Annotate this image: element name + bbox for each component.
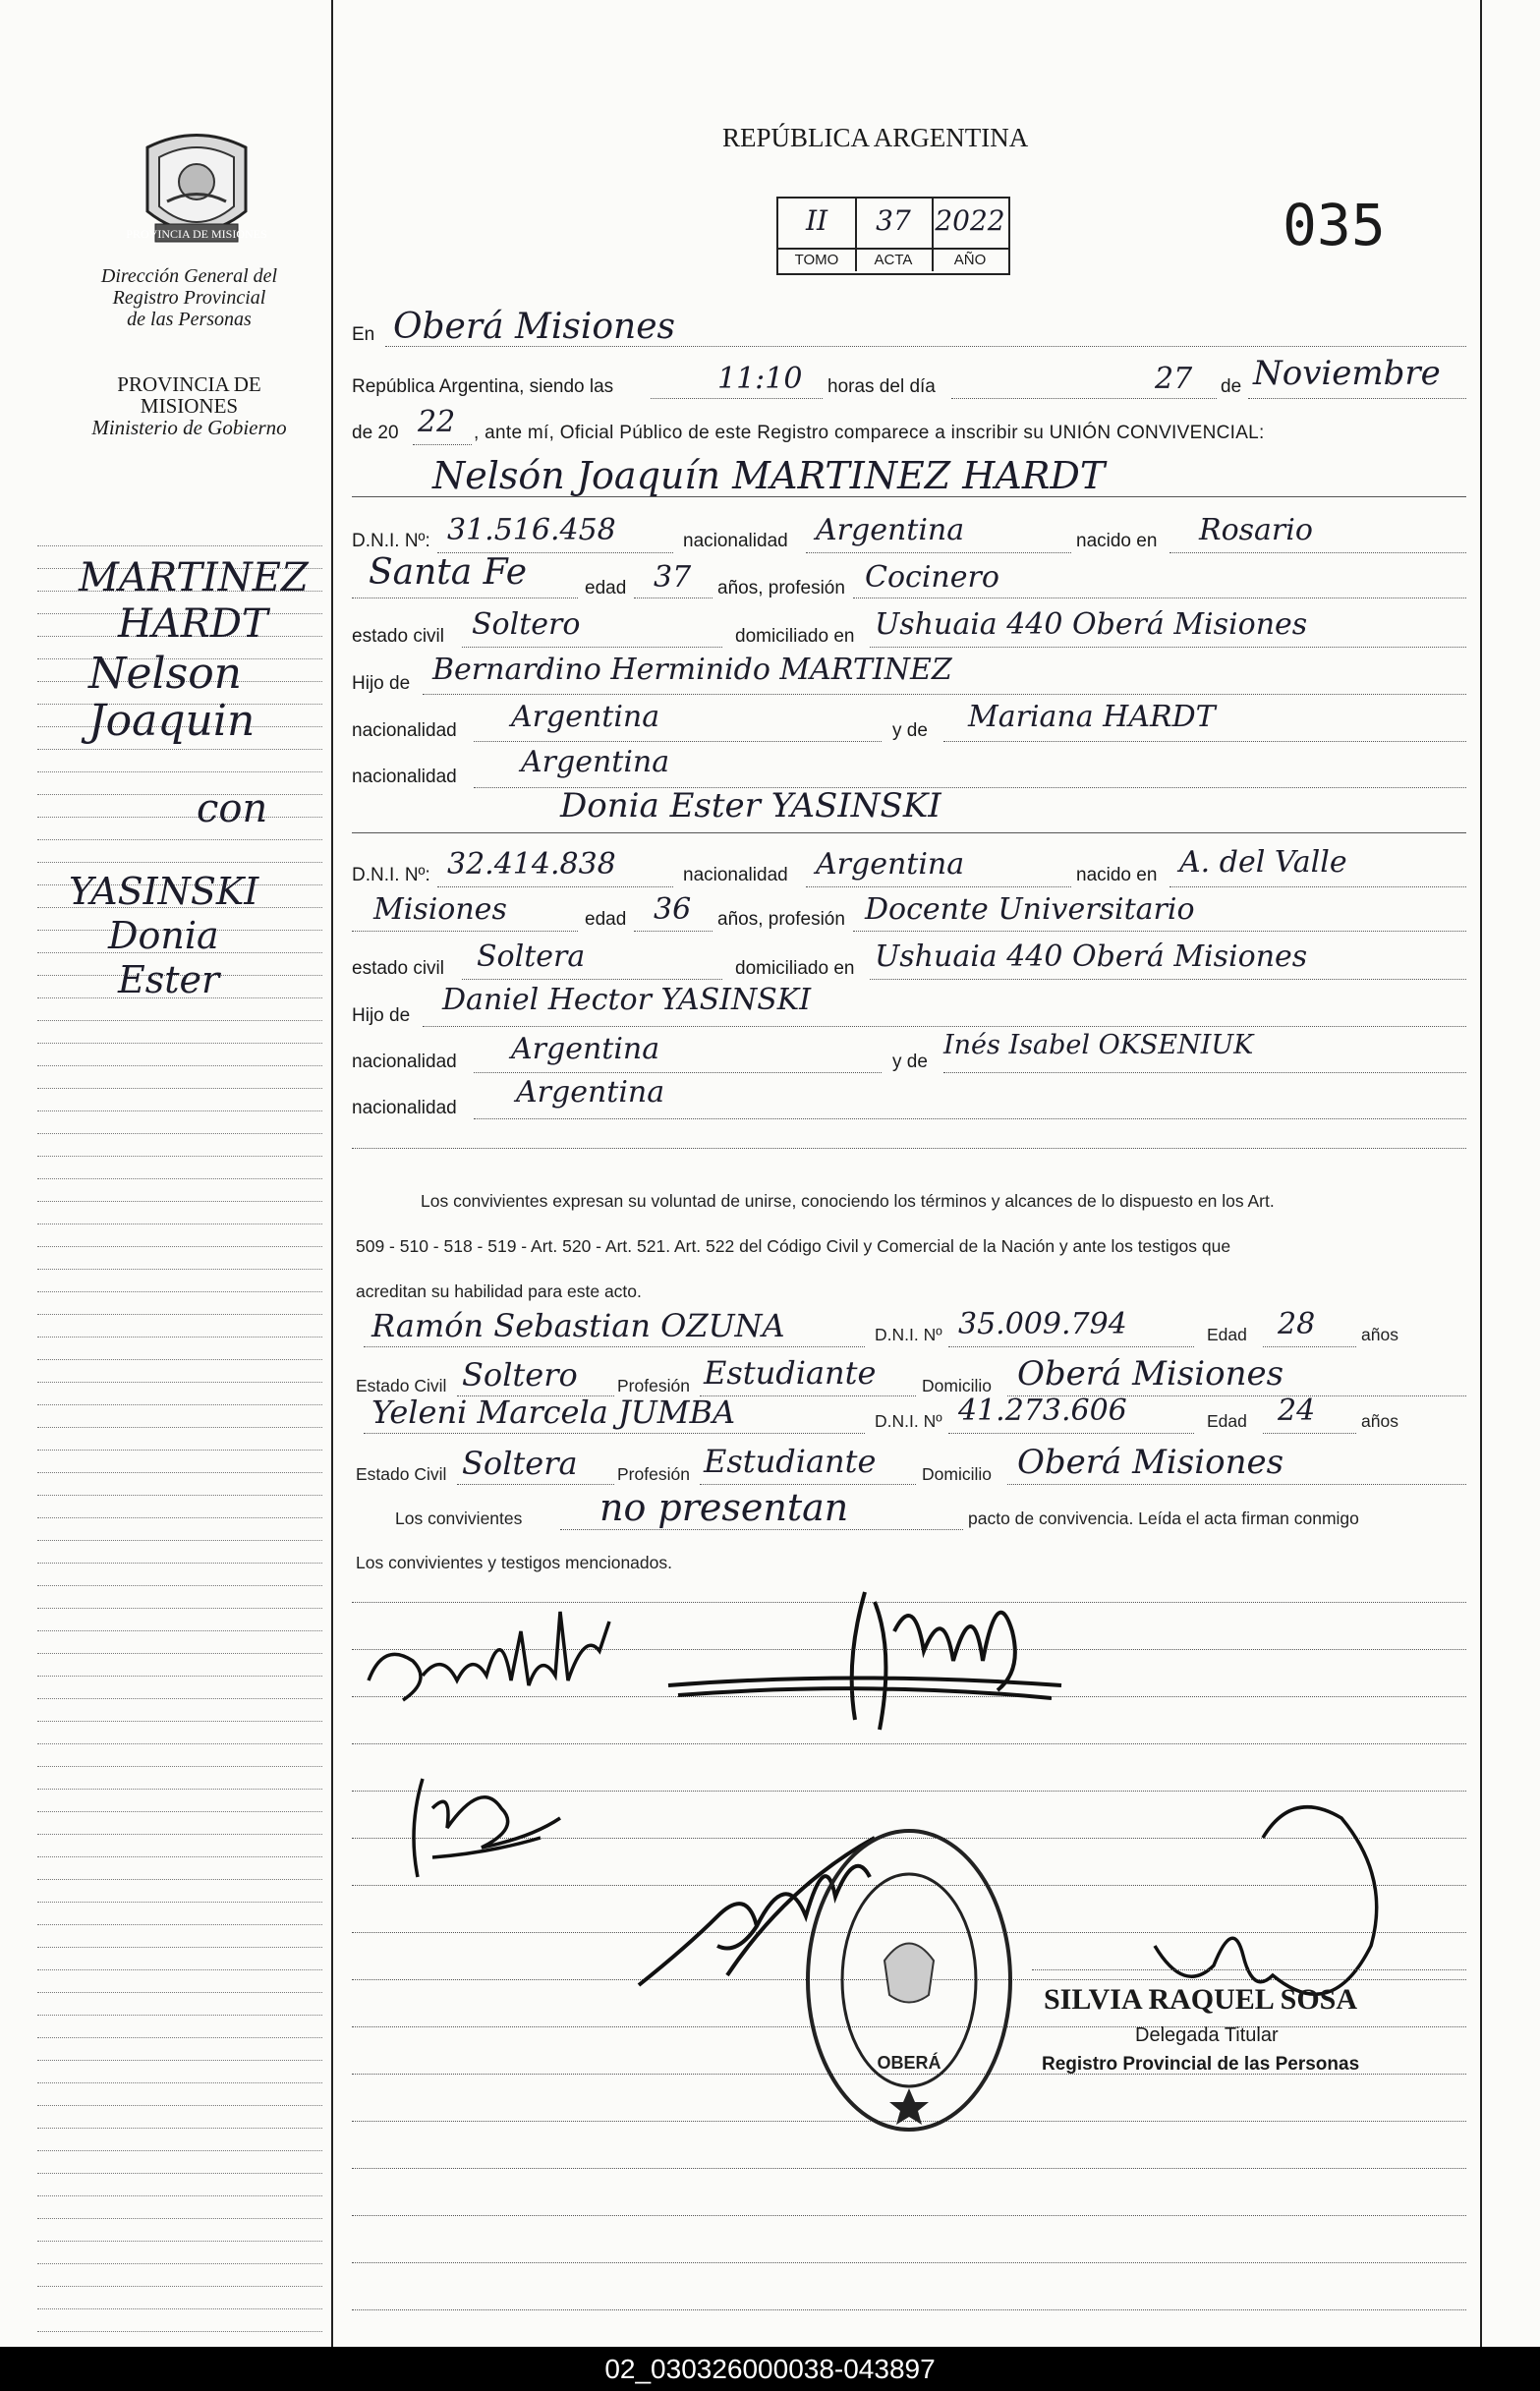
- pact-label: Los convivientes: [395, 1509, 523, 1528]
- w2-civil-label: Estado Civil: [356, 1464, 447, 1484]
- left-rule-line: [37, 2286, 322, 2287]
- left-rule-line: [37, 1065, 322, 1066]
- signature-2-icon: [658, 1572, 1071, 1769]
- left-rule-line: [37, 1766, 322, 1767]
- left-rule-line: [37, 1856, 322, 1857]
- left-rule-line: [37, 1088, 322, 1089]
- w1-age: 28: [1278, 1307, 1316, 1341]
- p1-mother-nac: Argentina: [521, 745, 670, 779]
- official-stamp-icon: [801, 1823, 1017, 2137]
- p1-civil: Soltero: [472, 607, 581, 642]
- p1-nac-label: nacionalidad: [683, 531, 788, 551]
- ministry-line: Ministerio de Gobierno: [91, 416, 287, 439]
- left-margin-line: [331, 0, 333, 2347]
- declaration-line-1: Los convivientes expresan su voluntad de unirse, conociendo los términos y alcances de lo dispuesto en los Art.: [421, 1191, 1275, 1211]
- left-rule-line: [37, 1608, 322, 1609]
- p2-civil: Soltera: [477, 939, 586, 974]
- left-rule-line: [37, 1834, 322, 1835]
- p1-father-nac: Argentina: [511, 700, 660, 734]
- left-rule-line: [37, 1472, 322, 1473]
- siendo-label: República Argentina, siendo las: [352, 376, 614, 397]
- dept-line-1: Dirección General del: [100, 265, 278, 287]
- stamp-city: OBERÁ: [877, 2053, 941, 2073]
- w1-prof-label: Profesión: [617, 1376, 690, 1395]
- w1-dni: 35.009.794: [958, 1307, 1127, 1341]
- province-line-2: MISIONES: [140, 394, 239, 418]
- w2-prof-label: Profesión: [617, 1464, 690, 1484]
- p2-dni-label: D.N.I. Nº:: [352, 865, 430, 885]
- left-rule-line: [37, 2331, 322, 2332]
- acta-label: ACTA: [855, 248, 932, 271]
- pact-rest: pacto de convivencia. Leída el acta firman conmigo: [968, 1509, 1359, 1528]
- footer-barcode-text: 02_030326000038-043897: [0, 2347, 1540, 2391]
- left-rule-line: [37, 794, 322, 795]
- p2-father: Daniel Hector YASINSKI: [442, 983, 812, 1017]
- signature-1-icon: [364, 1592, 639, 1720]
- sidebar-department: [59, 265, 319, 330]
- province-seal-icon: [126, 128, 267, 256]
- p2-birthplace-1: A. del Valle: [1179, 845, 1347, 880]
- w2-edad-label: Edad: [1207, 1411, 1247, 1431]
- p1-prof-label: años, profesión: [717, 578, 845, 598]
- acta-box: [776, 197, 1010, 275]
- left-rule-line: [37, 1133, 322, 1134]
- left-rule-line: [37, 2308, 322, 2309]
- w1-address: Oberá Misiones: [1017, 1354, 1284, 1394]
- left-rule-line: [37, 1698, 322, 1699]
- margin-name-6: YASINSKI: [69, 870, 259, 913]
- p2-civil-label: estado civil: [352, 958, 444, 979]
- signature-rule-line: [352, 2168, 1466, 2169]
- en-label: En: [352, 324, 375, 345]
- margin-name-3: Nelson: [88, 649, 243, 699]
- person1-name: Nelsón Joaquín MARTINEZ HARDT: [432, 454, 1106, 497]
- p1-nac-value: Argentina: [816, 513, 965, 547]
- left-rule-line: [37, 1630, 322, 1631]
- w2-civil: Soltera: [462, 1445, 578, 1482]
- dept-line-3: de las Personas: [127, 309, 252, 330]
- p2-nac-value: Argentina: [816, 847, 965, 882]
- p2-hijo-label: Hijo de: [352, 1005, 411, 1026]
- w1-edad-label: Edad: [1207, 1325, 1247, 1344]
- p2-dni-value: 32.414.838: [447, 847, 616, 882]
- w2-dom-label: Domicilio: [922, 1464, 992, 1484]
- p2-prof-label: años, profesión: [717, 909, 845, 930]
- p2-dom-label: domiciliado en: [735, 958, 855, 979]
- tomo-value: II: [805, 204, 828, 237]
- de-label: de: [1221, 376, 1242, 397]
- margin-name-2: HARDT: [118, 601, 268, 647]
- de20-label: de 20: [352, 423, 399, 443]
- left-rule-line: [37, 1721, 322, 1722]
- tomo-label: TOMO: [778, 248, 855, 271]
- left-rule-line: [37, 2037, 322, 2038]
- p1-dni-label: D.N.I. Nº:: [352, 531, 430, 551]
- left-rule-line: [37, 771, 322, 772]
- page-number: 035: [1283, 192, 1386, 258]
- left-rule-line: [37, 1337, 322, 1338]
- left-rule-line: [37, 1517, 322, 1518]
- left-rule-line: [37, 1653, 322, 1654]
- signature-5-icon: [1145, 1798, 1400, 2015]
- left-rule-line: [37, 2195, 322, 2196]
- w2-dni: 41.273.606: [958, 1394, 1127, 1428]
- left-rule-line: [37, 839, 322, 840]
- pact-line-2: Los convivientes y testigos mencionados.: [356, 1553, 672, 1572]
- left-rule-line: [37, 2241, 322, 2242]
- p2-father-nac: Argentina: [511, 1032, 660, 1066]
- day-value: 27: [1155, 362, 1193, 396]
- p2-nac-label: nacionalidad: [683, 865, 788, 885]
- year-value: 22: [418, 405, 456, 439]
- p2-nacido-label: nacido en: [1076, 865, 1158, 885]
- p1-dom-label: domiciliado en: [735, 626, 855, 647]
- signature-rule-line: [352, 2262, 1466, 2263]
- w2-address: Oberá Misiones: [1017, 1443, 1284, 1482]
- p2-profession: Docente Universitario: [865, 892, 1195, 927]
- left-rule-line: [37, 1811, 322, 1812]
- p1-civil-label: estado civil: [352, 626, 444, 647]
- horas-label: horas del día: [827, 376, 936, 397]
- left-rule-line: [37, 1563, 322, 1564]
- left-rule-line: [37, 1359, 322, 1360]
- left-rule-line: [37, 1201, 322, 1202]
- signature-rule-line: [352, 2309, 1466, 2310]
- p2-mother: Inés Isabel OKSENIUK: [943, 1030, 1254, 1060]
- left-rule-line: [37, 1156, 322, 1157]
- w1-name: Ramón Sebastian OZUNA: [371, 1307, 785, 1344]
- official-name: SILVIA RAQUEL SOSA: [1044, 1983, 1358, 2016]
- w2-profession: Estudiante: [704, 1443, 877, 1480]
- left-rule-line: [37, 1969, 322, 1970]
- person2-name: Donia Ester YASINSKI: [560, 786, 941, 825]
- signature-3-icon: [393, 1769, 590, 1887]
- w2-anos-label: años: [1361, 1411, 1398, 1431]
- ano-cell: [932, 199, 1008, 271]
- p2-age: 36: [654, 892, 692, 927]
- left-rule-line: [37, 1495, 322, 1496]
- p2-mother-nac-label: nacionalidad: [352, 1098, 457, 1118]
- w1-dni-label: D.N.I. Nº: [875, 1325, 942, 1344]
- document-title: REPÚBLICA ARGENTINA: [722, 123, 1029, 152]
- p2-edad-label: edad: [585, 909, 627, 930]
- p1-mother: Mariana HARDT: [968, 700, 1216, 734]
- w2-age: 24: [1278, 1394, 1316, 1428]
- w2-name: Yeleni Marcela JUMBA: [371, 1394, 736, 1431]
- left-rule-line: [37, 1269, 322, 1270]
- p1-dni-value: 31.516.458: [447, 513, 616, 547]
- margin-name-4: Joaquin: [88, 696, 256, 746]
- place-value: Oberá Misiones: [393, 307, 675, 347]
- left-rule-line: [37, 1246, 322, 1247]
- left-rule-line: [37, 2082, 322, 2083]
- left-rule-line: [37, 1947, 322, 1948]
- p1-age: 37: [654, 560, 692, 595]
- province-line-1: PROVINCIA DE: [117, 372, 261, 396]
- left-rule-line: [37, 1110, 322, 1111]
- left-rule-line: [37, 2128, 322, 2129]
- left-rule-line: [37, 1314, 322, 1315]
- p2-birthplace-2: Misiones: [373, 892, 507, 927]
- month-value: Noviembre: [1253, 354, 1441, 393]
- left-rule-line: [37, 1382, 322, 1383]
- w1-dom-label: Domicilio: [922, 1376, 992, 1395]
- left-rule-line: [37, 1789, 322, 1790]
- w1-anos-label: años: [1361, 1325, 1398, 1344]
- w1-civil: Soltero: [462, 1356, 578, 1394]
- left-rule-line: [37, 1902, 322, 1903]
- right-margin-line: [1480, 0, 1482, 2347]
- margin-name-5: con: [197, 786, 268, 831]
- left-rule-line: [37, 1043, 322, 1044]
- intro-statement: , ante mí, Oficial Público de este Registro comparece a inscribir su UNIÓN CONVIVENCIAL:: [474, 423, 1265, 443]
- left-rule-line: [37, 749, 322, 750]
- left-rule-line: [37, 2060, 322, 2061]
- margin-name-8: Ester: [118, 958, 220, 1001]
- left-rule-line: [37, 545, 322, 546]
- left-rule-line: [37, 1291, 322, 1292]
- signature-rule-line: [352, 2215, 1466, 2216]
- p2-father-nac-label: nacionalidad: [352, 1052, 457, 1072]
- p1-edad-label: edad: [585, 578, 627, 598]
- hour-value: 11:10: [717, 362, 803, 396]
- p1-hijo-label: Hijo de: [352, 673, 411, 694]
- w2-dni-label: D.N.I. Nº: [875, 1411, 942, 1431]
- left-rule-line: [37, 1404, 322, 1405]
- left-rule-line: [37, 2173, 322, 2174]
- official-org: Registro Provincial de las Personas: [1042, 2054, 1360, 2075]
- p1-nacido-label: nacido en: [1076, 531, 1158, 551]
- p1-birthplace-1: Rosario: [1199, 513, 1313, 547]
- seal-ribbon-text: PROVINCIA DE MISIONES: [126, 227, 267, 241]
- left-rule-line: [37, 2105, 322, 2106]
- left-rule-line: [37, 1743, 322, 1744]
- margin-name-1: MARTINEZ: [79, 555, 309, 600]
- margin-name-7: Donia: [108, 914, 219, 957]
- declaration-line-2: 509 - 510 - 518 - 519 - Art. 520 - Art. 521. Art. 522 del Código Civil y Comercial de la Nación y ante los testigos que: [356, 1236, 1231, 1256]
- left-rule-line: [37, 1585, 322, 1586]
- dept-line-2: Registro Provincial: [112, 287, 266, 309]
- left-rule-line: [37, 1020, 322, 1021]
- left-rule-line: [37, 2218, 322, 2219]
- sidebar-province: [59, 373, 319, 438]
- p1-yde-label: y de: [892, 720, 928, 741]
- left-rule-line: [37, 1992, 322, 1993]
- p2-yde-label: y de: [892, 1052, 928, 1072]
- p1-father: Bernardino Herminido MARTINEZ: [432, 653, 952, 687]
- ano-label: AÑO: [932, 248, 1008, 271]
- left-rule-line: [37, 1676, 322, 1677]
- official-title: Delegada Titular: [1135, 2024, 1279, 2046]
- acta-value: 37: [876, 204, 911, 237]
- left-rule-line: [37, 2015, 322, 2016]
- left-rule-line: [37, 1427, 322, 1428]
- left-rule-line: [37, 2263, 322, 2264]
- left-rule-line: [37, 1540, 322, 1541]
- left-rule-line: [37, 1450, 322, 1451]
- left-rule-line: [37, 862, 322, 863]
- w1-civil-label: Estado Civil: [356, 1376, 447, 1395]
- w1-profession: Estudiante: [704, 1354, 877, 1392]
- p1-profession: Cocinero: [865, 560, 999, 595]
- p2-mother-nac: Argentina: [516, 1075, 665, 1110]
- tomo-cell: [778, 199, 857, 271]
- p1-birthplace-2: Santa Fe: [369, 552, 527, 593]
- p1-father-nac-label: nacionalidad: [352, 720, 457, 741]
- p1-address: Ushuaia 440 Oberá Misiones: [875, 607, 1308, 642]
- left-rule-line: [37, 817, 322, 818]
- ano-value: 2022: [935, 204, 1005, 237]
- p2-address: Ushuaia 440 Oberá Misiones: [875, 939, 1308, 974]
- left-rule-line: [37, 2150, 322, 2151]
- left-rule-line: [37, 1879, 322, 1880]
- left-rule-line: [37, 1924, 322, 1925]
- p1-mother-nac-label: nacionalidad: [352, 767, 457, 787]
- declaration-line-3: acreditan su habilidad para este acto.: [356, 1281, 642, 1301]
- left-rule-line: [37, 1178, 322, 1179]
- acta-cell: [855, 199, 934, 271]
- pact-value: no presentan: [599, 1486, 849, 1529]
